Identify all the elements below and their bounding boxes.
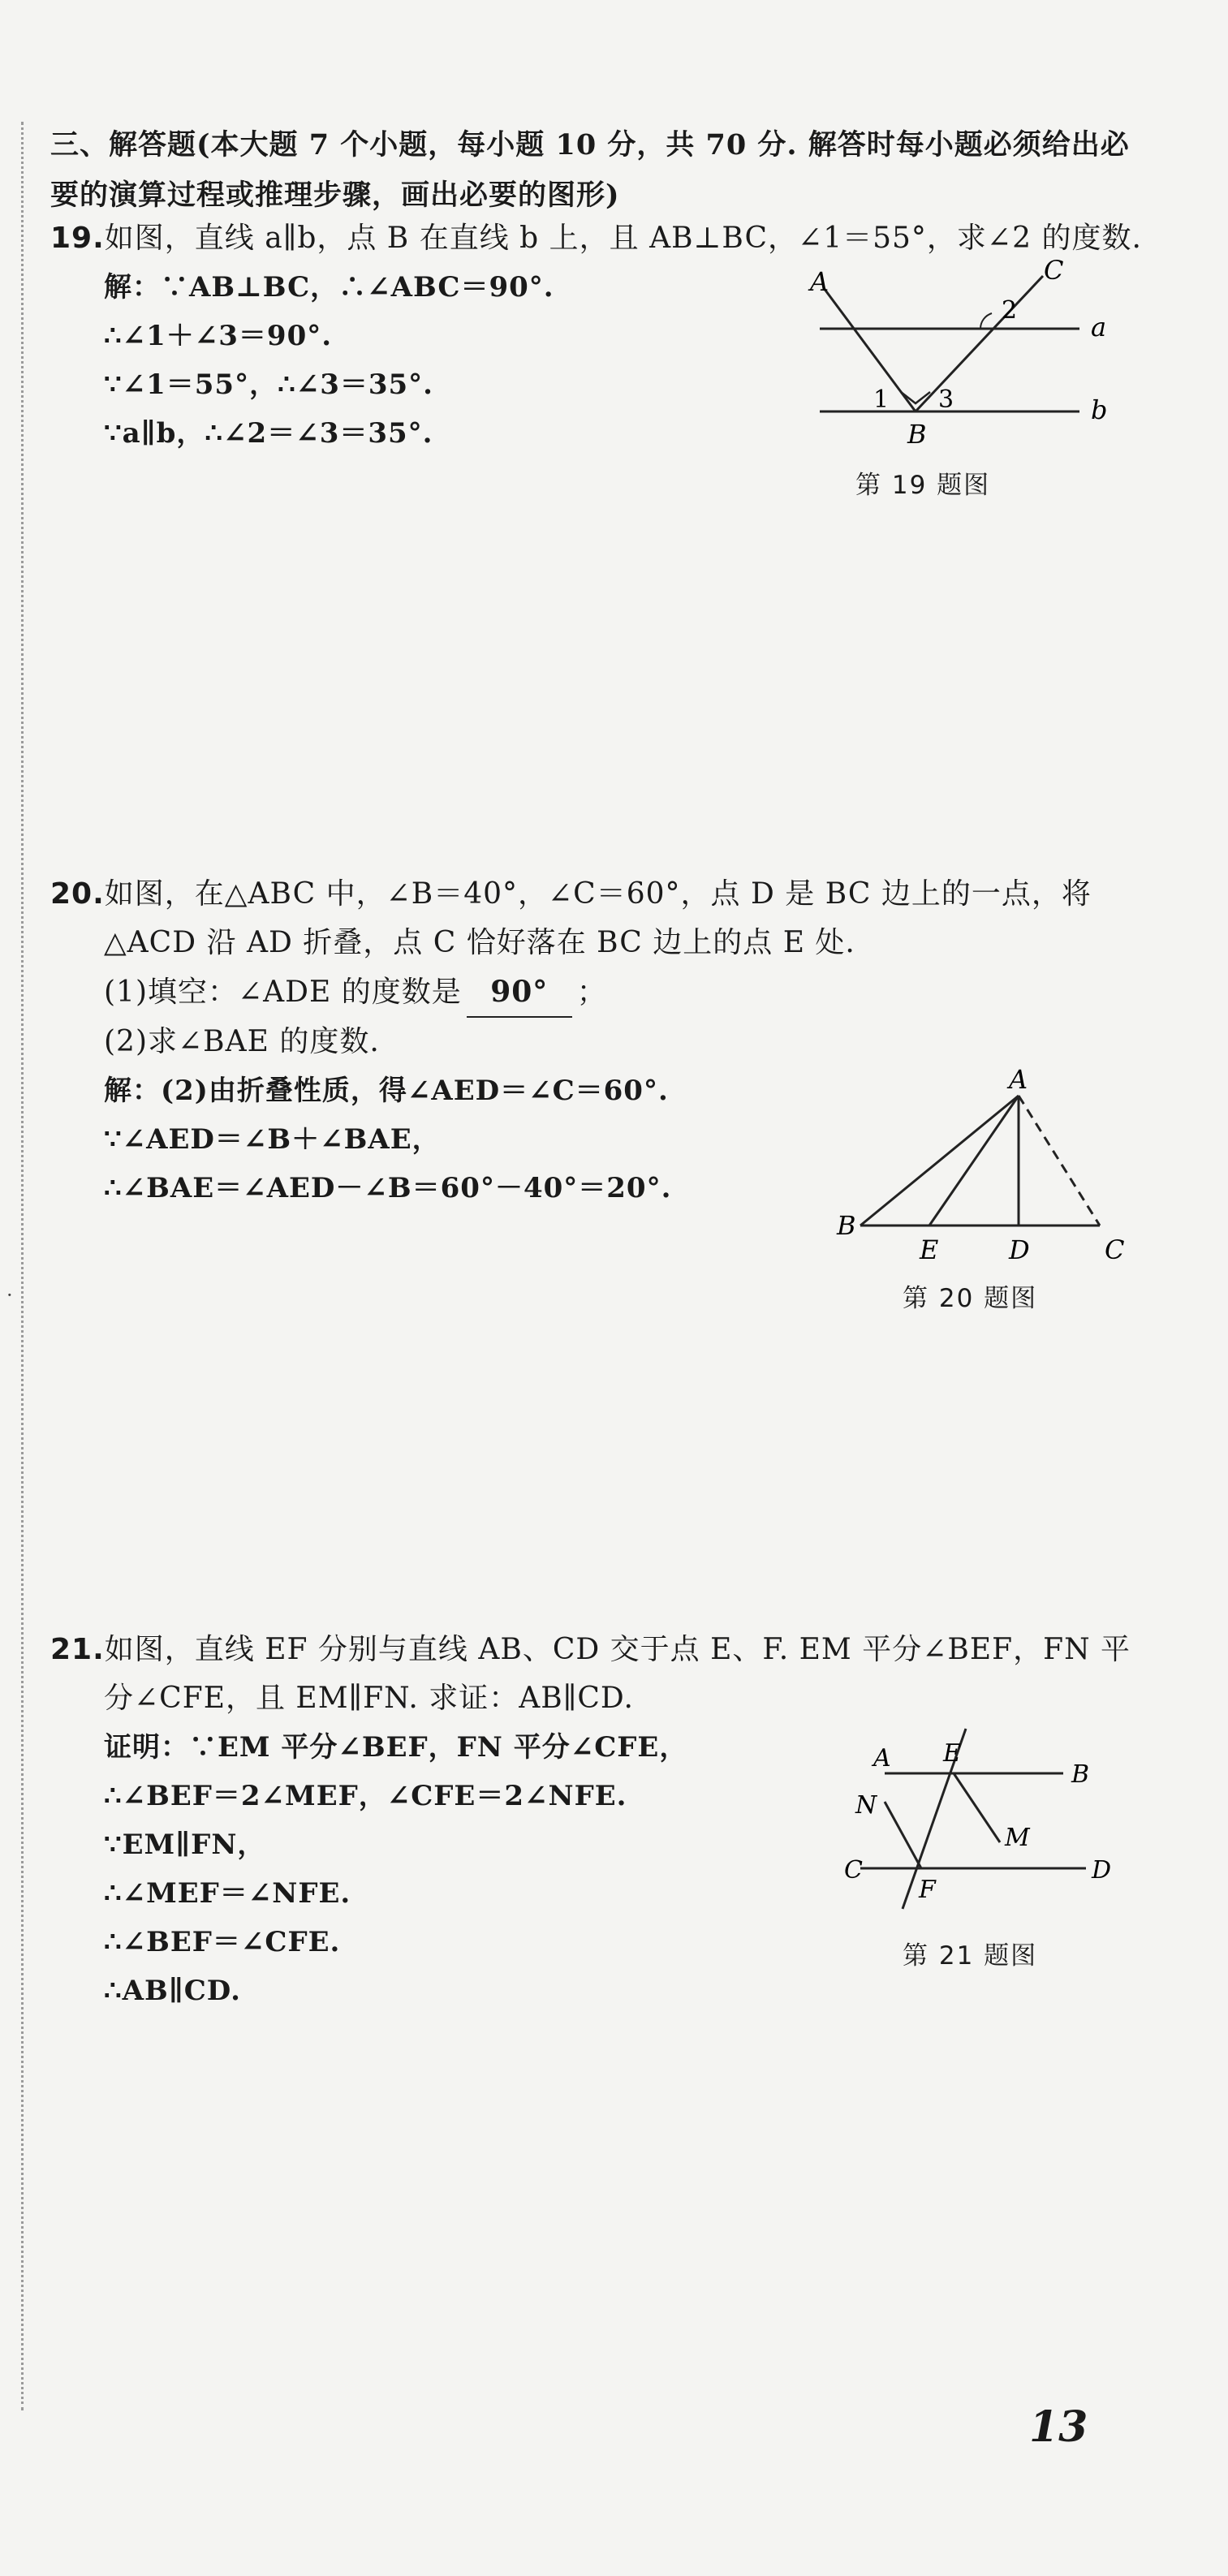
solution-line: ∴∠BEF＝∠CFE. bbox=[104, 1926, 341, 1958]
label-E: E bbox=[920, 1234, 939, 1265]
page-number: 13 bbox=[1029, 2402, 1088, 2452]
question-stem: 如图，直线 a∥b，点 B 在直线 b 上，且 AB⊥BC，∠1＝55°，求∠2 的度数. bbox=[104, 222, 1142, 255]
solution-line: 解：∵AB⊥BC，∴∠ABC＝90°. bbox=[104, 271, 554, 304]
solution-line: ∴∠MEF＝∠NFE. bbox=[104, 1877, 351, 1910]
label-b: b bbox=[1091, 394, 1108, 425]
angle-2-arc bbox=[980, 313, 992, 329]
label-B: B bbox=[1071, 1760, 1090, 1789]
label-B: B bbox=[837, 1210, 856, 1241]
figure-19 bbox=[779, 252, 1128, 454]
part-1-suffix: ； bbox=[576, 976, 607, 1009]
question-part-2: (2)求∠BAE 的度数. bbox=[104, 1025, 380, 1058]
label-a: a bbox=[1091, 312, 1107, 342]
figure-21-caption: 第 21 题图 bbox=[903, 1941, 1038, 1971]
ray-em bbox=[954, 1773, 1000, 1842]
label-angle-1: 1 bbox=[873, 386, 890, 414]
question-number: 20. bbox=[50, 877, 105, 911]
label-C: C bbox=[1044, 255, 1064, 286]
label-D: D bbox=[1009, 1234, 1030, 1265]
figure-19-caption: 第 19 题图 bbox=[855, 471, 991, 500]
figure-21 bbox=[828, 1712, 1153, 1923]
label-D: D bbox=[1092, 1856, 1112, 1885]
segment-ac-dashed bbox=[1019, 1096, 1100, 1226]
part-1-prompt: (1)填空：∠ADE 的度数是 bbox=[104, 976, 462, 1009]
solution-line: ∵∠1＝55°，∴∠3＝35°. bbox=[104, 368, 434, 401]
solution-line: ∴AB∥CD. bbox=[104, 1975, 241, 2007]
figure-20-caption: 第 20 题图 bbox=[903, 1284, 1038, 1313]
question-stem-line-1: 如图，直线 EF 分别与直线 AB、CD 交于点 E、F. EM 平分∠BEF，FN 平 bbox=[104, 1633, 1131, 1666]
label-E: E bbox=[943, 1739, 961, 1768]
label-A: A bbox=[873, 1744, 891, 1773]
label-angle-2: 2 bbox=[1002, 296, 1018, 325]
label-A: A bbox=[1009, 1064, 1028, 1095]
label-angle-3: 3 bbox=[938, 386, 954, 414]
solution-line: ∵a∥b，∴∠2＝∠3＝35°. bbox=[104, 417, 433, 450]
solution-line: ∵EM∥FN， bbox=[104, 1829, 266, 1861]
ray-fn bbox=[885, 1802, 921, 1868]
solution-line: ∴∠1＋∠3＝90°. bbox=[104, 320, 333, 352]
binding-margin-line bbox=[21, 122, 24, 2410]
label-B: B bbox=[907, 419, 927, 450]
margin-mark: · bbox=[6, 1284, 13, 1307]
question-stem-line-1: 如图，在△ABC 中，∠B＝40°，∠C＝60°，点 D 是 BC 边上的一点，将 bbox=[104, 877, 1092, 911]
part-1-answer-blank: 90° bbox=[467, 967, 572, 1018]
question-number: 19. bbox=[50, 222, 105, 255]
segment-bc bbox=[916, 276, 1043, 411]
question-stem-line-2: 分∠CFE，且 EM∥FN. 求证：AB∥CD. bbox=[104, 1682, 634, 1715]
label-N: N bbox=[855, 1791, 877, 1820]
label-F: F bbox=[919, 1876, 936, 1904]
segment-ab bbox=[860, 1096, 1019, 1226]
solution-line: ∴∠BAE＝∠AED－∠B＝60°－40°＝20°. bbox=[104, 1172, 672, 1204]
solution-line: 解：(2)由折叠性质，得∠AED＝∠C＝60°. bbox=[104, 1075, 669, 1107]
label-C: C bbox=[1105, 1234, 1125, 1265]
question-number: 21. bbox=[50, 1633, 105, 1666]
question-part-1 bbox=[50, 967, 1092, 1018]
section-title: 三、解答题(本大题 7 个小题，每小题 10 分，共 70 分. 解答时每小题必须给出必要的演算过程或推理步骤，画出必要的图形) bbox=[50, 128, 1130, 212]
label-A: A bbox=[810, 266, 829, 297]
solution-line: 证明：∵EM 平分∠BEF，FN 平分∠CFE， bbox=[104, 1731, 688, 1764]
segment-ae bbox=[929, 1096, 1019, 1226]
label-M: M bbox=[1005, 1824, 1030, 1852]
question-stem-line-2: △ACD 沿 AD 折叠，点 C 恰好落在 BC 边上的点 E 处. bbox=[104, 926, 855, 959]
solution-line: ∵∠AED＝∠B＋∠BAE， bbox=[104, 1123, 441, 1156]
figure-20 bbox=[824, 1059, 1165, 1270]
solution-line: ∴∠BEF＝2∠MEF，∠CFE＝2∠NFE. bbox=[104, 1780, 627, 1812]
label-C: C bbox=[844, 1856, 863, 1885]
